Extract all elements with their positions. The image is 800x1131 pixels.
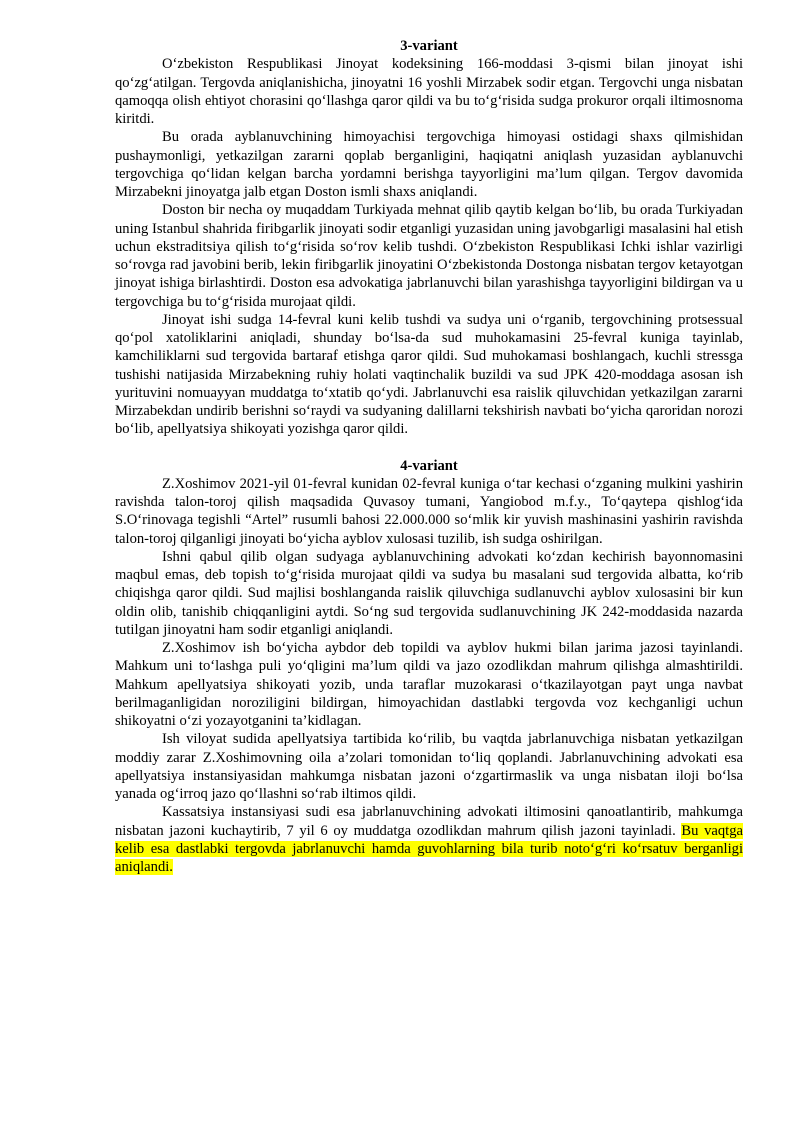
variant-3-paragraph-4: Jinoyat ishi sudga 14-fevral kuni kelib tushdi va sudya uni o‘rganib, tergovchining protsessual qo‘pol xatoliklarini aniqladi, shunday bo‘lsa-da sud muhokamasini 25-fevral kuniga tayinlab, kamchiliklarni sud tergovida bartaraf etishga qaror qildi. Sud muhokamasi boshlangach, kuchli stressga tushishi natijasida Mirzabekning ruhiy holati vaqtinchalik buzildi va sud JPK 420-moddaga asosan ish yurituvini nomuayyan muddatga to‘xtatib qo‘ydi. Jabrlanuvchi esa raislik qiluvchidan yetkazilgan zararni Mirzabekdan undirib berishni so‘raydi va sudyaning dalillarni tekshirish navbati bo‘yicha qaroridan norozi bo‘lib, apellyatsiya shikoyati yozishga qaror qildi. — [115, 311, 743, 438]
variant-4-title: 4-variant — [400, 457, 458, 474]
variant-4-paragraph-4: Ish viloyat sudida apellyatsiya tartibida ko‘rilib, bu vaqtda jabrlanuvchiga nisbatan yetkazilgan moddiy zarar Z.Xoshimovning oila a’zolari tomonidan to‘liq qoplandi. Jabrlanuvchining advokati esa apellyatsiya instansiyasidan mahkumga nisbatan jazoni o‘zgartirmaslik va unga nisbatan iloji bo‘lsa yanada og‘irroq jazo qo‘llashni so‘rab iltimos qildi. — [115, 731, 743, 802]
variant-4-paragraph-1: Z.Xoshimov 2021-yil 01-fevral kunidan 02-fevral kuniga o‘tar kechasi o‘zganing mulkini yashirin ravishda talon-toroj qilish maqsadida Quvasoy tumani, Yangiobod m.f.y., To‘qaytepa qishlog‘ida S.O‘rinovaga tegishli “Artel” rusumli bahosi 22.000.000 so‘mlik kir yuvish mashinasini yashirin ravishda talon-toroj qilganligi jinoyati bo‘yicha ayblov xulosasi tuzilib, ish sudga oshirilgan. — [115, 475, 743, 547]
highlighted-text: Bu vaqtga kelib esa dastlabki tergovda jabrlanuvchi hamda guvohlarning bila turib noto‘g‘ri ko‘rsatuv berganligi aniqlandi. — [115, 822, 743, 875]
variant-4-paragraph-3: Z.Xoshimov ish bo‘yicha aybdor deb topildi va ayblov hukmi bilan jarima jazosi tayinlandi. Mahkum uni to‘lashga puli yo‘qligini ma’lum qildi va jazo ozodlikdan mahrum qilishga almashtirildi. Mahkum apellyatsiya shikoyati yozib, unda taraflar muzokarasi o‘tkazilayotgan payt unga navbat berilmaganligidan noroziligini bildirgan, himoyachidan dastlabki tergovda voz kechganligi uchun shikoyatni o‘zi yozayotganini ta’kidlagan. — [115, 640, 743, 729]
variant-4-paragraph-2: Ishni qabul qilib olgan sudyaga ayblanuvchining advokati ko‘zdan kechirish bayonnomasini maqbul emas, deb topish to‘g‘risida murojaat qildi va sudya bu masalani sud tergovida albatta, ko‘rib chiqishga qaror qildi. Sud majlisi boshlanganda raislik qiluvchiga sudlanuvchi ayblov xulosasini bir kun oldin olib, tanishib chiqqanligini aytdi. So‘ng sud tergovida sudlanuvchining JK 242-moddasida nazarda tutilgan jinoyatni ham sodir etganligi aniqlandi. — [115, 548, 743, 638]
variant-3-paragraph-2: Bu orada ayblanuvchining himoyachisi tergovchiga himoyasi ostidagi shaxs qilmishidan pushaymonligi, yetkazilgan zararni qoplab berganligini, haqiqatni aniqlash yuzasidan ayblanuvchi tergovchiga qo‘lidan kelgan barcha yordamni berishga tayyorligini ma’lum qilgan. Tergov davomida Mirzabekni jinoyatga jalb etgan Doston ismli shaxs aniqlandi. — [115, 129, 743, 200]
variant-3-paragraph-3: Doston bir necha oy muqaddam Turkiyada mehnat qilib qaytib kelgan bo‘lib, bu orada Turkiyadan uning Istanbul shahrida firibgarlik jinoyati sodir etganligi yuzasidan uning javobgarligi masalasini hal etish uchun ekstraditsiya qilish to‘g‘risida so‘rov kelib tushdi. O‘zbekiston Respublikasi Ichki ishlar vazirligi so‘rovga rad javobini berib, lekin firibgarlik jinoyatini O‘zbekistonda Dostonga nisbatan tergov ketayotgan jinoyat ishiga birlashtirdi. Doston esa advokatiga jabrlanuvchi bilan yarashishga tayyorligini bildirgan va u tergovchiga bu to‘g‘risida murojaat qildi. — [115, 202, 743, 310]
variant-3-title: 3-variant — [400, 38, 458, 54]
variant-4-paragraph-5-text: Kassatsiya instansiyasi sudi esa jabrlanuvchining advokati iltimosini qanoatlantirib, mahkumga nisbatan jazoni kuchaytirib, 7 yil 6 oy muddatga ozodlikdan mahrum qilish jazoni tayinladi. — [115, 804, 743, 839]
variant-4-section — [115, 457, 743, 877]
variant-4-paragraph-5 — [115, 803, 743, 876]
variant-3-section — [115, 37, 743, 439]
variant-3-paragraph-1: O‘zbekiston Respublikasi Jinoyat kodeksining 166-moddasi 3-qismi bilan jinoyat ishi qo‘zg‘atilgan. Tergovda aniqlanishicha, jinoyatni 16 yoshli Mirzabek sodir etgan. Tergovchi unga nisbatan qamoqqa olish ehtiyot chorasini qo‘llashga qaror qildi va bu to‘g‘risida sudga prokuror orqali iltimosnoma kiritdi. — [115, 56, 743, 127]
